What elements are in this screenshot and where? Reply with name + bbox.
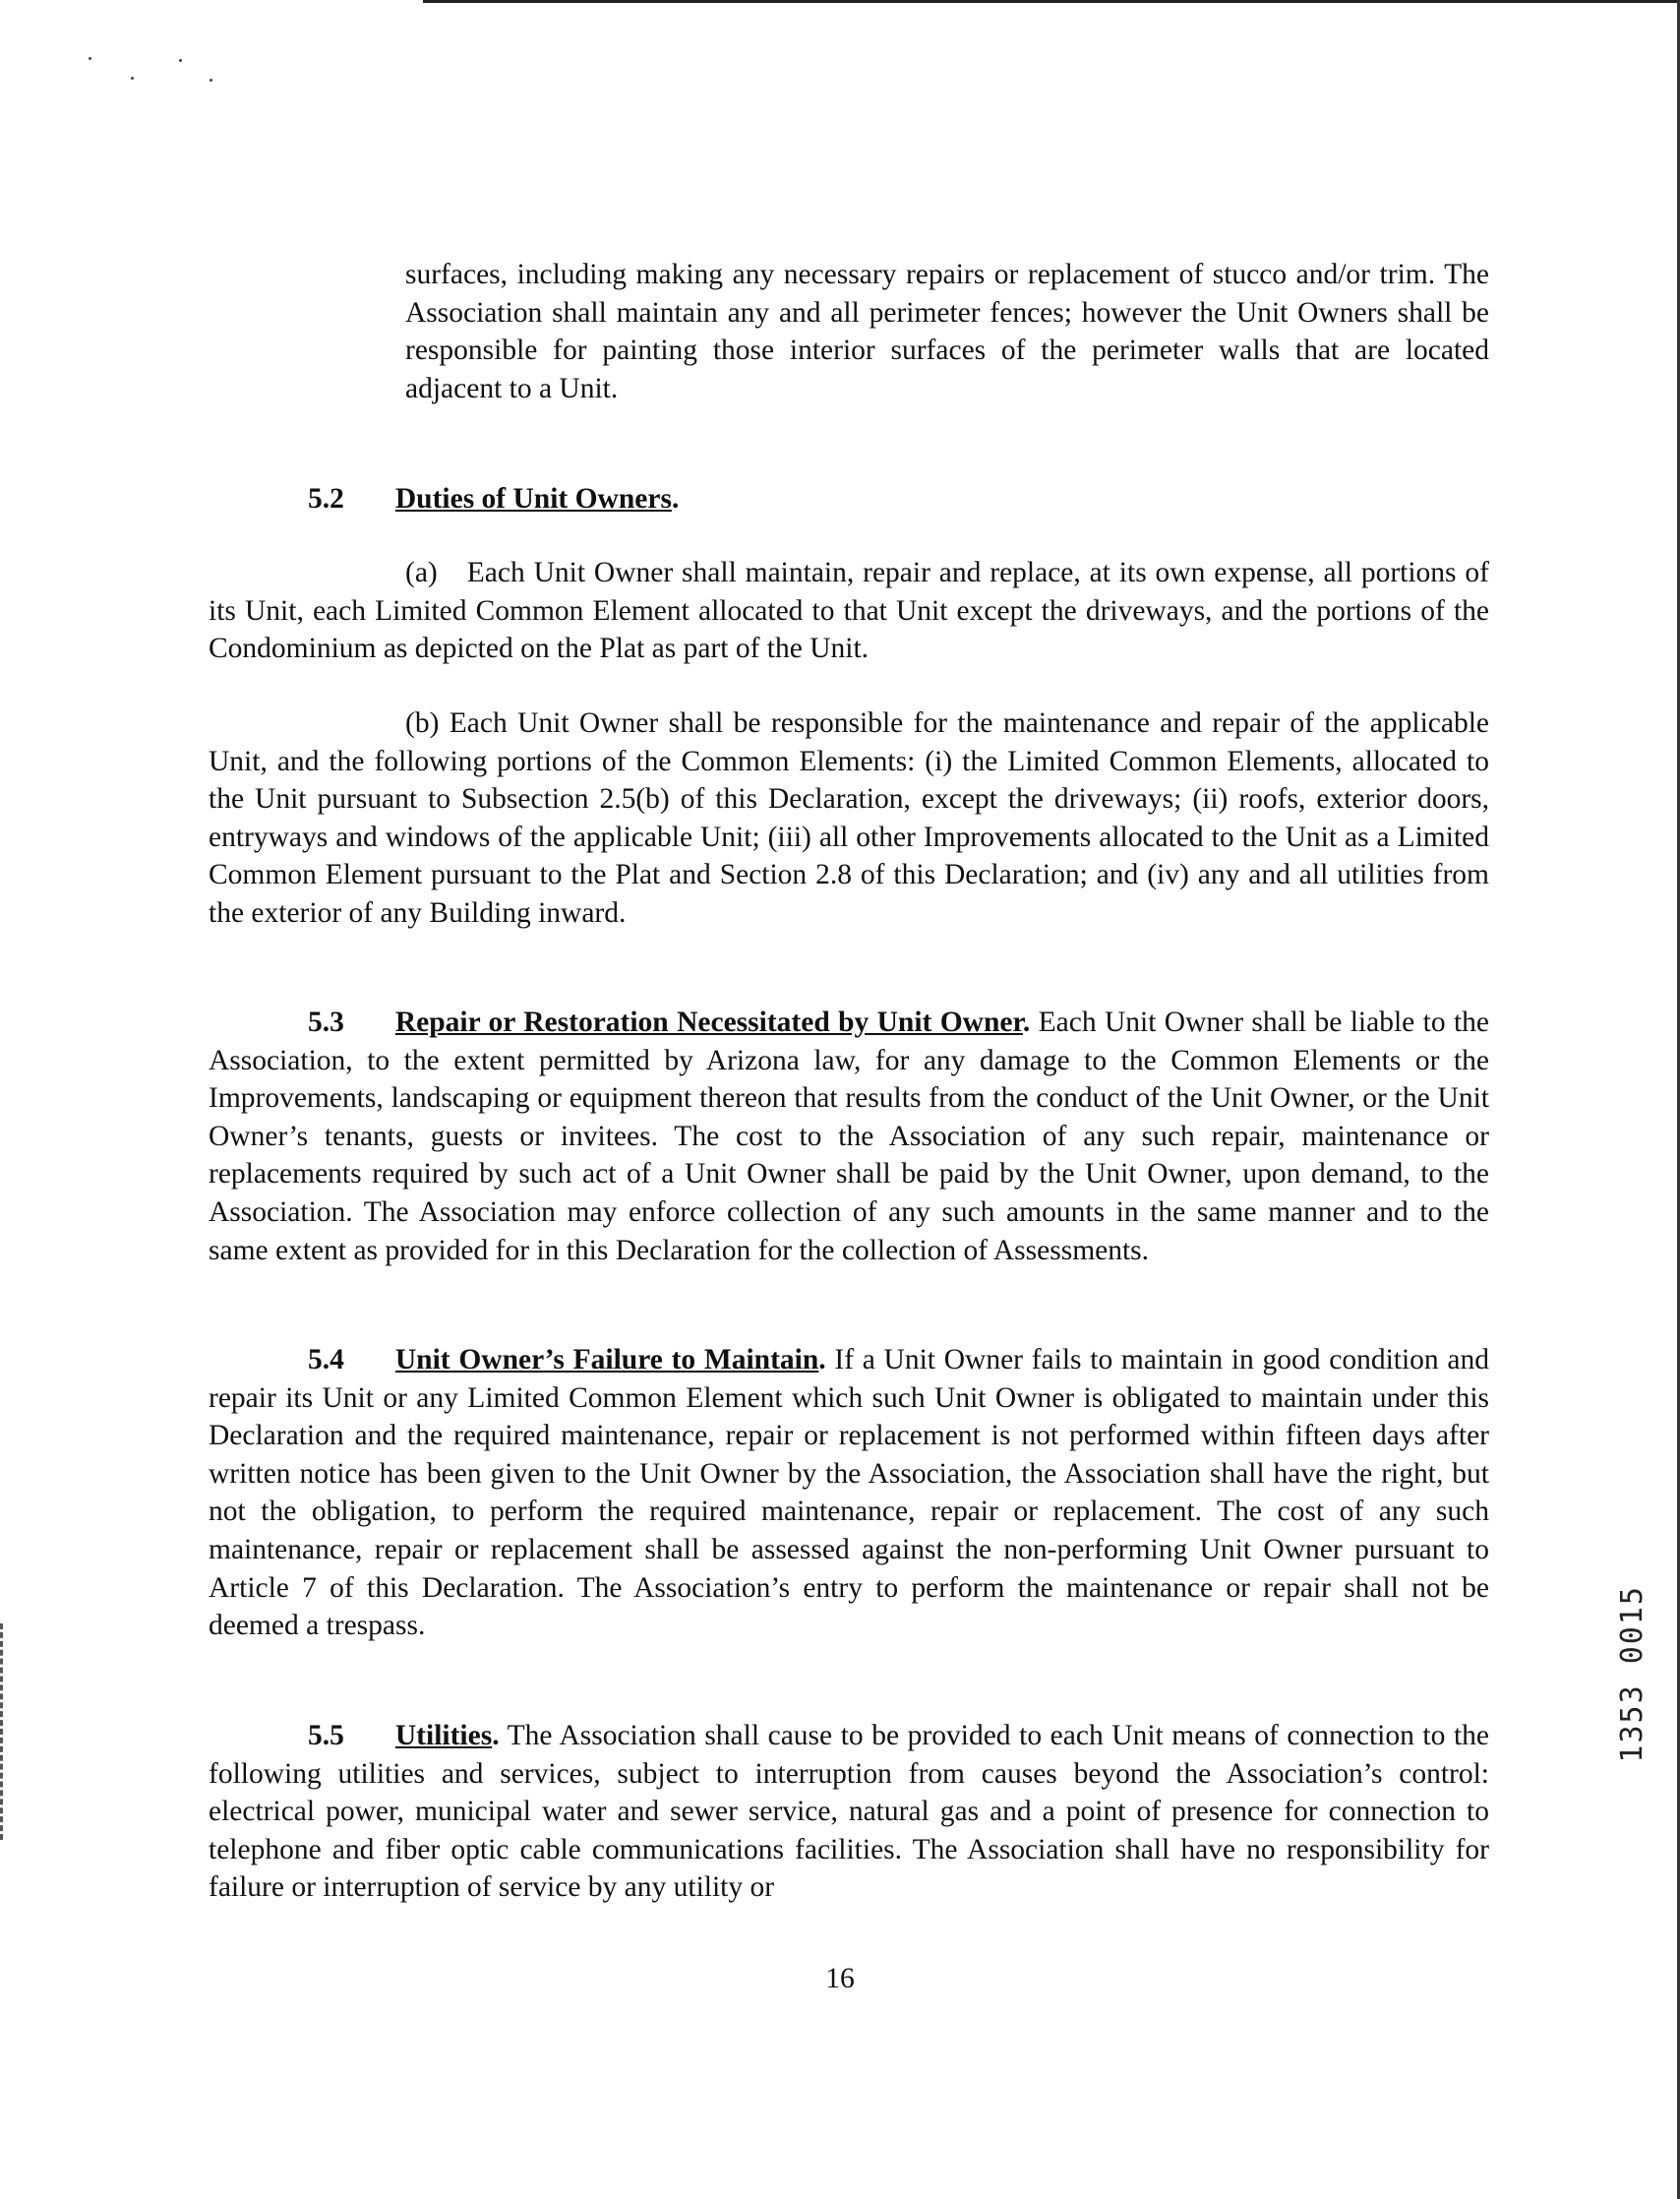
page-number: 16 <box>825 1963 855 1994</box>
section-number: 5.3 <box>308 1007 344 1038</box>
section-5-2-a: (a) Each Unit Owner shall maintain, repair and replace, at its own expense, all portions of its Unit, each Limited Common Element allocated to that Unit except the driveways, and the portions of the Condominium as depicted on the Plat as part of the Unit. <box>209 557 1489 665</box>
section-number: 5.2 <box>308 483 344 515</box>
scan-speck <box>179 59 182 62</box>
continuation-paragraph: surfaces, including making any necessary repairs or replacement of stucco and/or trim. The Association shall maintain any and all perimeter fences; however the Unit Owners shall be responsible for painting those interior surfaces of the perimeter walls that are located adjacent to a Unit. <box>405 259 1489 404</box>
scan-speck <box>210 79 212 82</box>
section-5-3: 5.3 Repair or Restoration Necessitated by Unit Owner. Each Unit Owner shall be liable to the Association, to the extent permitted by Arizona law, for any damage to the Common Elements or the Improvements, landscaping or equipment thereon that results from the conduct of the Unit Owner, or the Unit Owner’s tenants, guests or invitees. The cost to the Association of any such repair, maintenance or replacements required by such act of a Unit Owner shall be paid by the Unit Owner, upon demand, to the Association. The Association may enforce collection of any such amounts in the same manner and to the same extent as provided for in this Declaration for the collection of Assessments. <box>209 1007 1489 1266</box>
section-heading: Unit Owner’s Failure to Maintain <box>394 1344 819 1375</box>
section-5-4: 5.4 Unit Owner’s Failure to Maintain. If a Unit Owner fails to maintain in good condition and repair its Unit or any Limited Common Element which such Unit Owner is obligated to maintain under this Declaration and the required maintenance, repair or replacement is not performed within fifteen days after written notice has been given to the Unit Owner by the Association, the Association shall have the right, but not the obligation, to perform the required maintenance, repair or replacement. The cost of any such maintenance, repair or replacement shall be assessed against the non-performing Unit Owner pursuant to Article 7 of this Declaration. The Association’s entry to perform the maintenance or repair shall not be deemed a trespass. <box>209 1344 1490 1642</box>
section-heading: Repair or Restoration Necessitated by Unit Owner <box>394 1007 1023 1038</box>
recording-stamp: 1353 0015 <box>1615 1585 1650 1763</box>
scan-top-edge <box>423 0 1680 3</box>
section-number: 5.5 <box>308 1720 344 1751</box>
clause-label: (a) <box>405 557 438 588</box>
section-number: 5.4 <box>308 1344 344 1375</box>
section-5-5: 5.5 Utilities. The Association shall cause to be provided to each Unit means of connection to the following utilities and services, subject to interruption from causes beyond the Association’s control: electrical power, municipal water and sewer service, natural gas and a point of presence for connection to telephone and fiber optic cable communications facilities. The Association shall have no responsibility for failure or interruption of service by any utility or <box>209 1720 1489 1904</box>
section-5-2-heading: 5.2 Duties of Unit Owners. <box>308 483 680 515</box>
scan-speck <box>131 77 134 80</box>
section-heading: Duties of Unit Owners <box>394 483 672 515</box>
scan-left-marks <box>0 1623 7 1840</box>
section-heading: Utilities <box>394 1720 493 1751</box>
section-5-2-b: (b) Each Unit Owner shall be responsible for the maintenance and repair of the applicable Unit, and the following portions of the Common Elements: (i) the Limited Common Elements, allocated to the Unit pursuant to Subsection 2.5(b) of this Declaration, except the driveways; (ii) roofs, exterior doors, entryways and windows of the applicable Unit; (iii) all other Improvements allocated to the Unit as a Limited Common Element pursuant to the Plat and Section 2.8 of this Declaration; and (iv) any and all utilities from the exterior of any Building inward. <box>209 707 1489 929</box>
scan-speck <box>89 57 91 60</box>
